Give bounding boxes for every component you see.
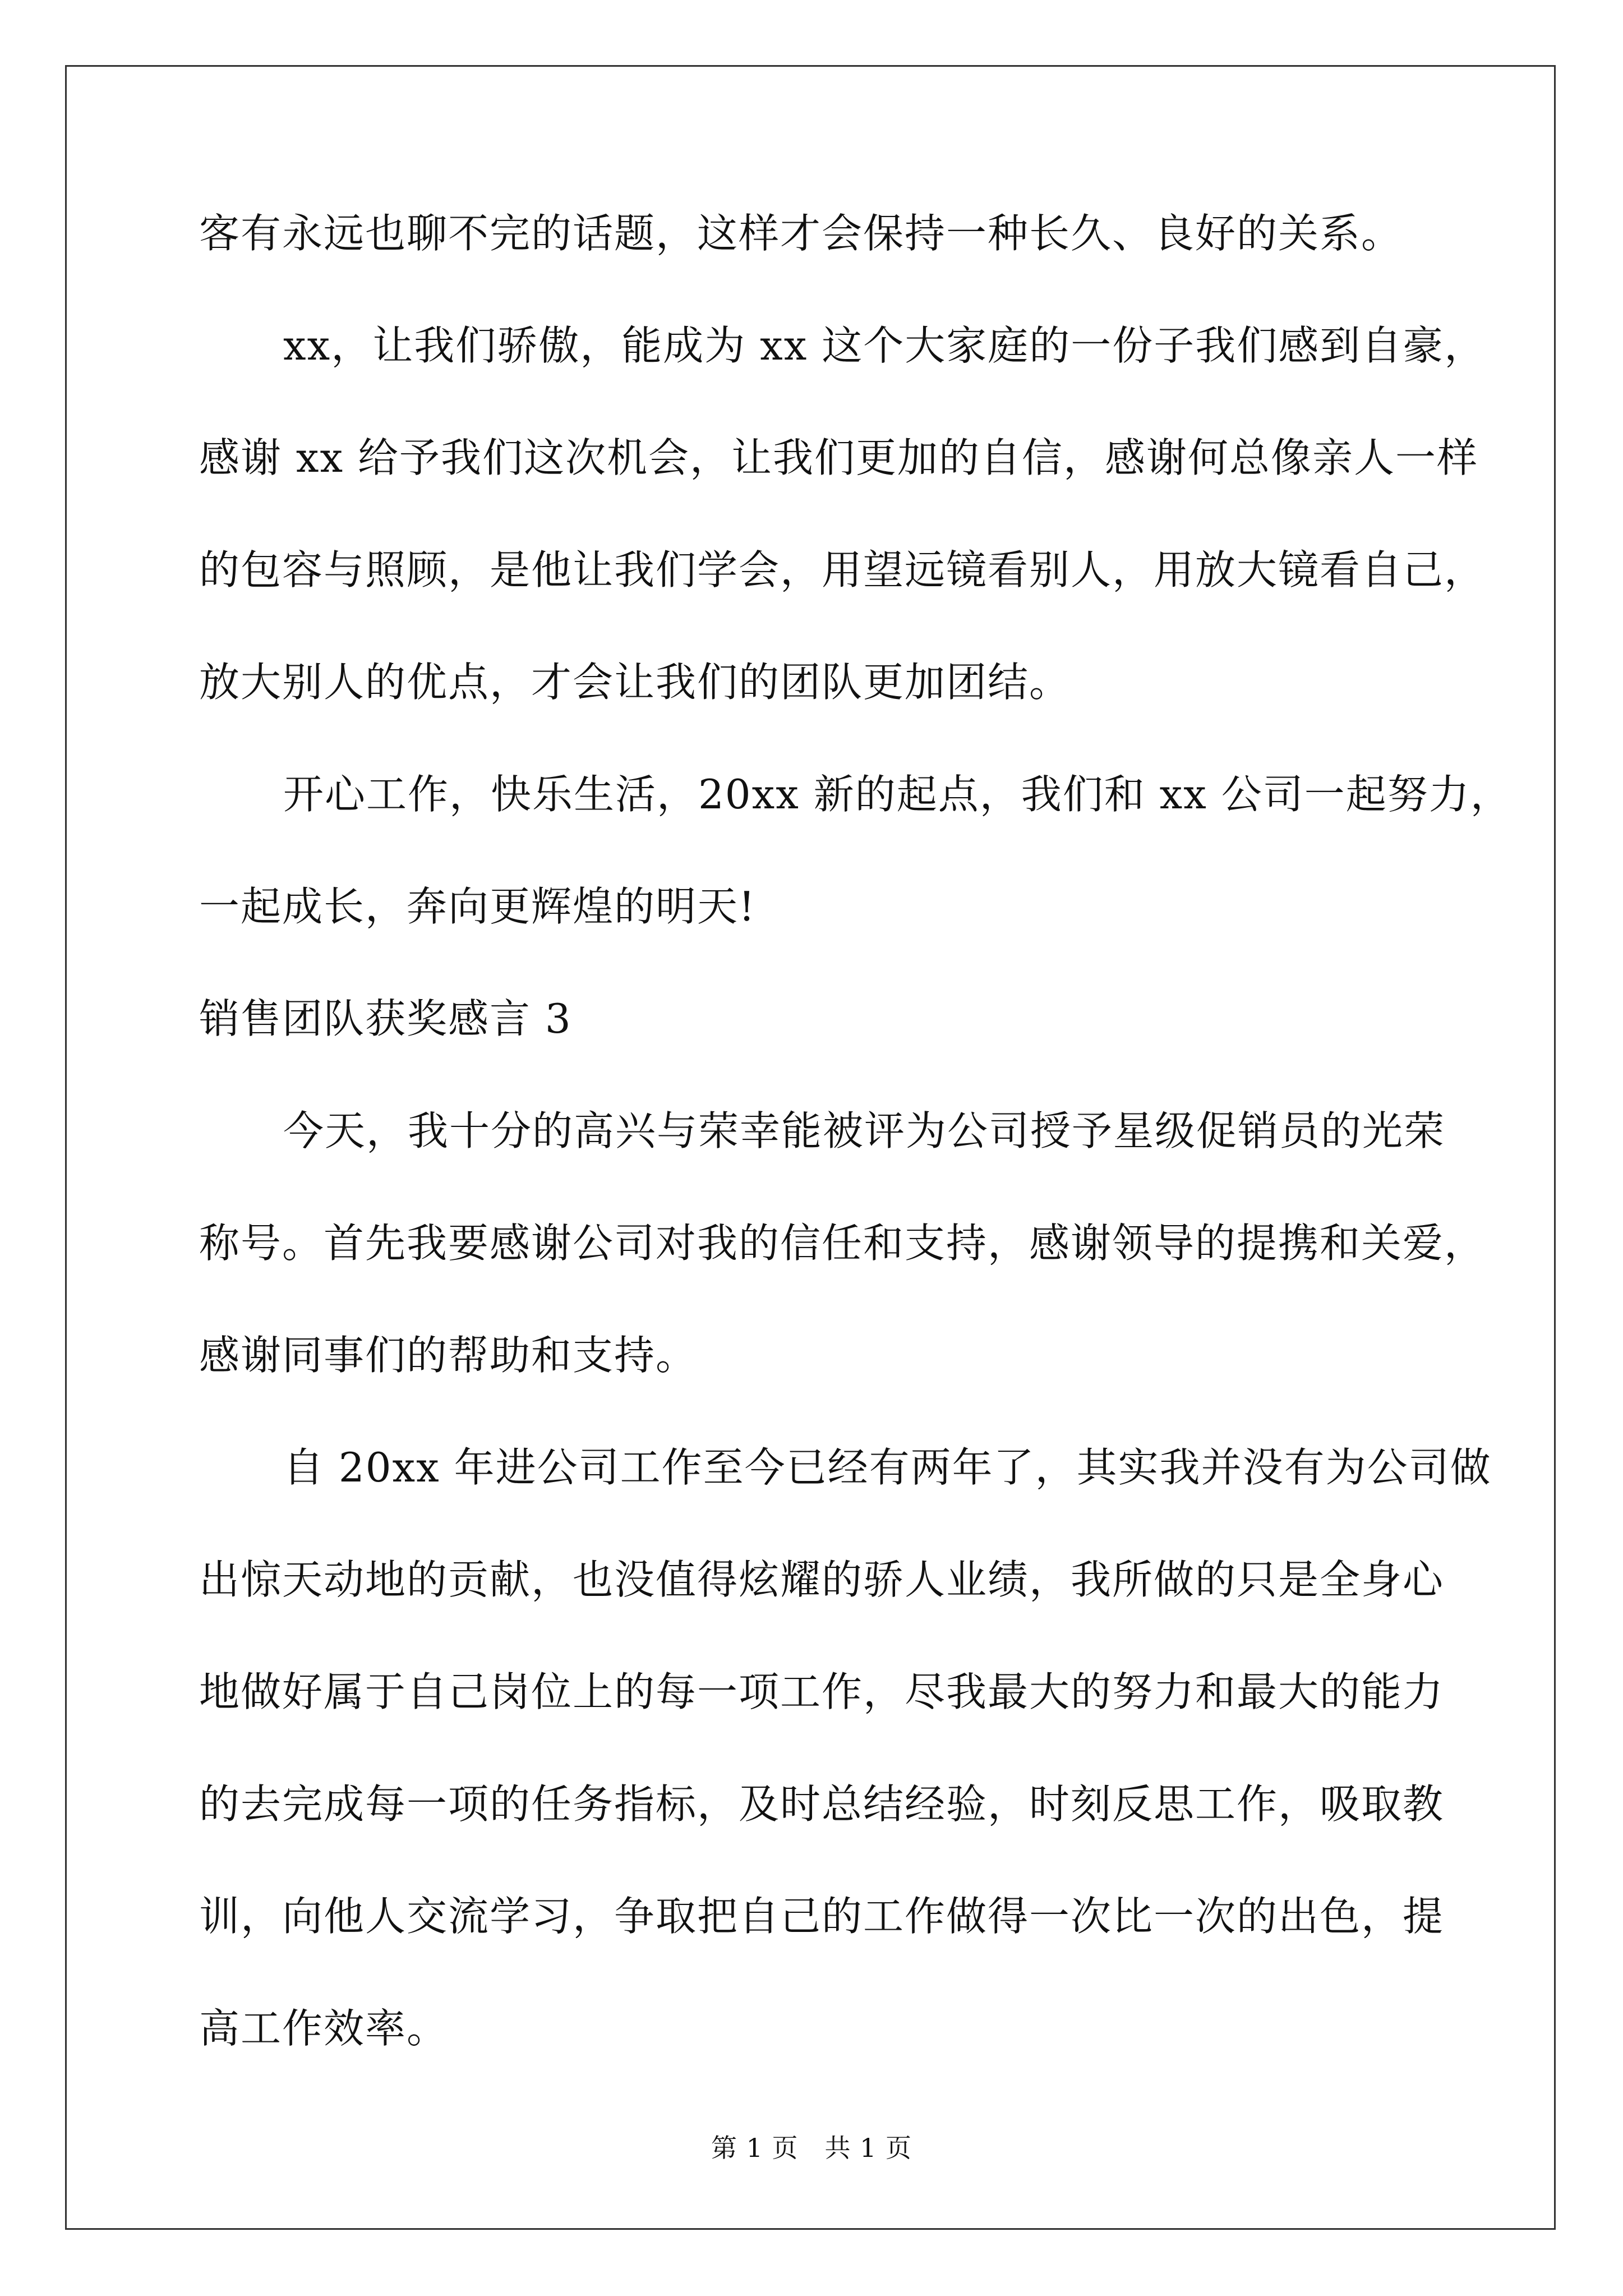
- text-line: 开心工作，快乐生活，20xx 新的起点，我们和 xx 公司一起努力，: [283, 771, 1512, 818]
- page-number-footer: 第 1 页 共 1 页: [711, 2133, 912, 2163]
- text-line: 感谢 xx 给予我们这次机会，让我们更加的自信，感谢何总像亲人一样: [199, 434, 1478, 481]
- text-line: 感谢同事们的帮助和支持。: [199, 1332, 698, 1379]
- text-line: 自 20xx 年进公司工作至今已经有两年了，其实我并没有为公司做: [283, 1444, 1492, 1491]
- text-line: 的去完成每一项的任务指标，及时总结经验，时刻反思工作，吸取教: [199, 1780, 1445, 1828]
- text-line: 训，向他人交流学习，争取把自己的工作做得一次比一次的出色，提: [199, 1893, 1445, 1940]
- document-body: [199, 210, 1512, 2120]
- text-line: 称号。首先我要感谢公司对我的信任和支持，感谢领导的提携和关爱，: [199, 1220, 1486, 1267]
- text-line: 地做好属于自己岗位上的每一项工作，尽我最大的努力和最大的能力: [199, 1668, 1445, 1715]
- text-line: 高工作效率。: [199, 2005, 449, 2052]
- text-line: 一起成长，奔向更辉煌的明天!: [199, 883, 756, 930]
- text-line: 出惊天动地的贡献，也没值得炫耀的骄人业绩，我所做的只是全身心: [199, 1556, 1445, 1603]
- text-line: xx，让我们骄傲，能成为 xx 这个大家庭的一份子我们感到自豪，: [283, 322, 1486, 369]
- text-line: 放大别人的优点，才会让我们的团队更加团结。: [199, 659, 1071, 706]
- text-line: 客有永远也聊不完的话题，这样才会保持一种长久、良好的关系。: [199, 210, 1403, 257]
- section-heading: 销售团队获奖感言 3: [199, 995, 572, 1042]
- text-line: 今天，我十分的高兴与荣幸能被评为公司授予星级促销员的光荣: [283, 1107, 1446, 1154]
- text-line: 的包容与照顾，是他让我们学会，用望远镜看别人，用放大镜看自己，: [199, 546, 1486, 593]
